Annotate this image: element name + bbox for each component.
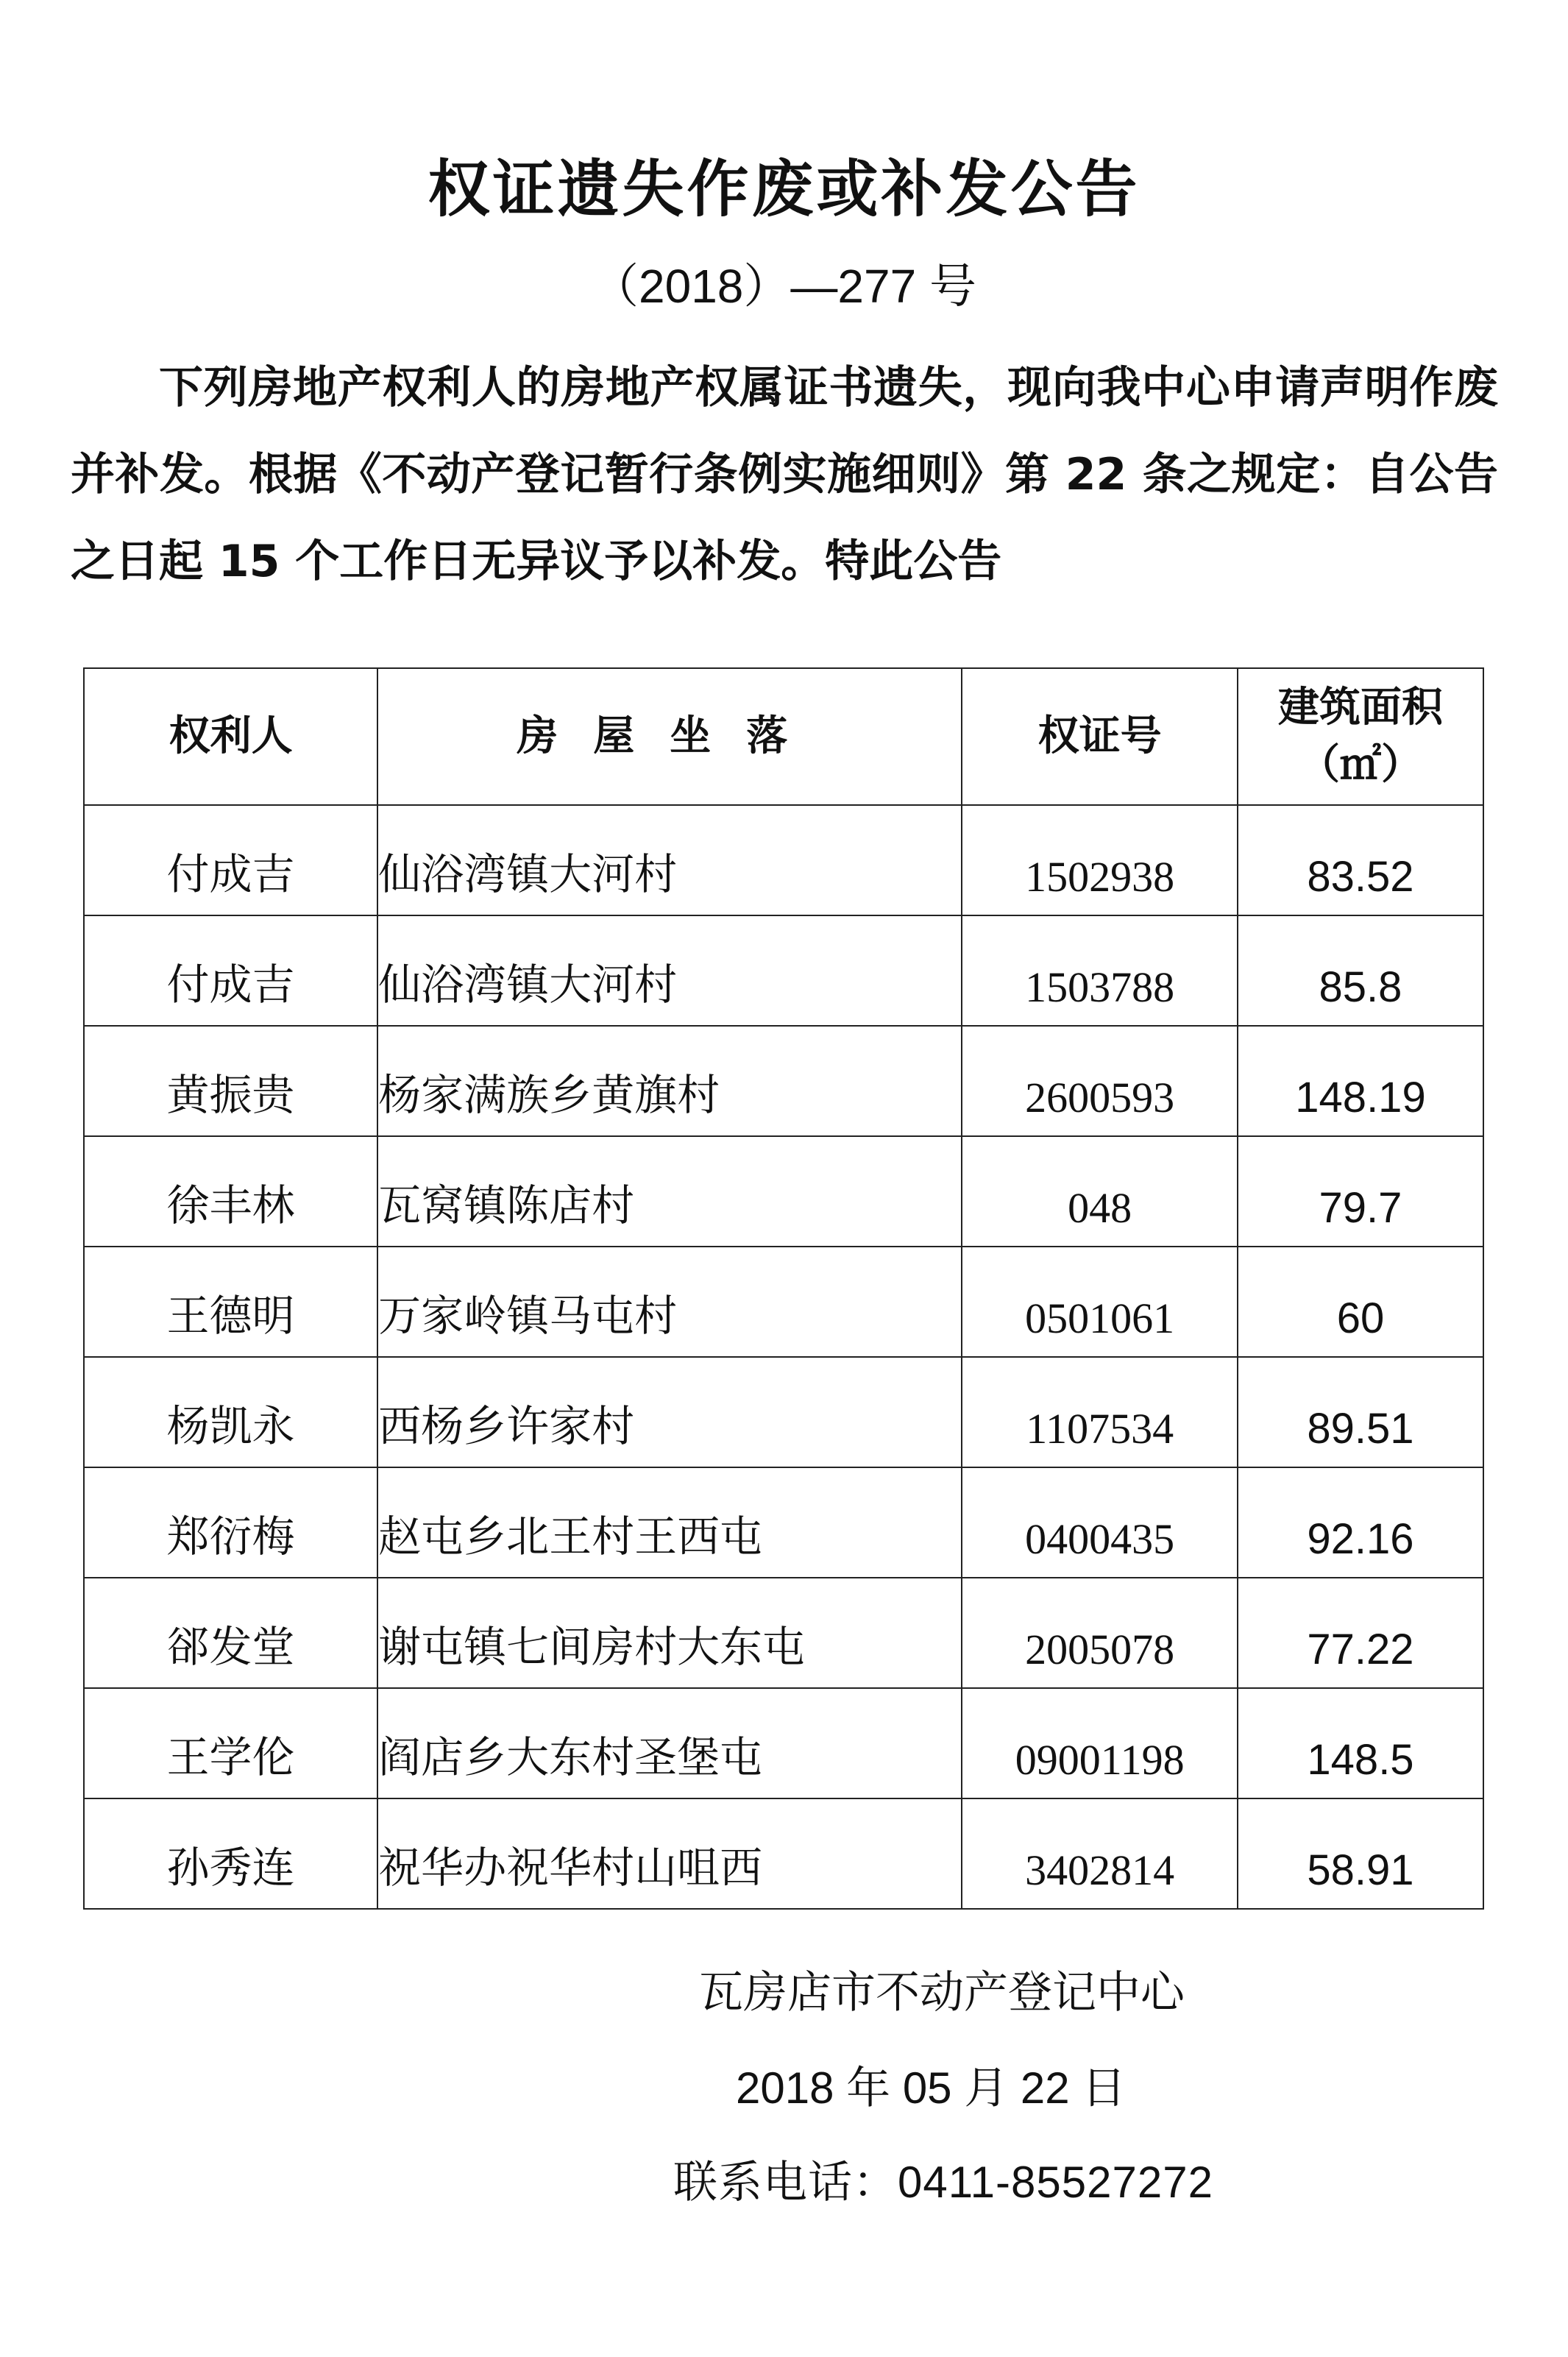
cell-owner: 黄振贵 — [84, 1026, 377, 1136]
document-number: （2018）—277 号 — [592, 260, 976, 313]
issue-date: 2018 年 05 月 22 日 — [736, 2063, 1127, 2113]
cell-location: 祝华办祝华村山咀西 — [377, 1798, 962, 1909]
table-row — [84, 1247, 1483, 1357]
cell-area: 60 — [1238, 1247, 1483, 1357]
records-table — [83, 667, 1484, 1910]
table-row — [84, 1578, 1483, 1688]
header-area-label: 建筑面积 — [1278, 684, 1443, 731]
cell-cert-no: 2600593 — [962, 1026, 1238, 1136]
announcement-body: 下列房地产权利人的房地产权属证书遗失，现向我中心申请声明作废并补发。根据《不动产登记暂行条例实施细则》第 22 条之规定：自公告之日起 15 个工作日无异议予以补发。特此公告 — [71, 362, 1498, 587]
cell-area: 92.16 — [1238, 1467, 1483, 1578]
table-row — [84, 1357, 1483, 1467]
cell-cert-no: 1503788 — [962, 915, 1238, 1026]
cell-cert-no: 0400435 — [962, 1467, 1238, 1578]
cell-location: 杨家满族乡黄旗村 — [377, 1026, 962, 1136]
cell-cert-no: 3402814 — [962, 1798, 1238, 1909]
header-cert-no: 权证号 — [962, 668, 1238, 805]
cell-owner: 杨凯永 — [84, 1357, 377, 1467]
table-row — [84, 1798, 1483, 1909]
cell-location: 谢屯镇七间房村大东屯 — [377, 1578, 962, 1688]
cell-area: 58.91 — [1238, 1798, 1483, 1909]
cell-owner: 王德明 — [84, 1247, 377, 1357]
cell-area: 79.7 — [1238, 1136, 1483, 1247]
cell-owner: 孙秀连 — [84, 1798, 377, 1909]
cell-location: 西杨乡许家村 — [377, 1357, 962, 1467]
cell-cert-no: 1502938 — [962, 805, 1238, 915]
cell-owner: 付成吉 — [84, 805, 377, 915]
cell-location: 仙浴湾镇大河村 — [377, 915, 962, 1026]
cell-cert-no: 048 — [962, 1136, 1238, 1247]
cell-location: 万家岭镇马屯村 — [377, 1247, 962, 1357]
table-row — [84, 1136, 1483, 1247]
table-row — [84, 915, 1483, 1026]
cell-owner: 付成吉 — [84, 915, 377, 1026]
table-row — [84, 805, 1483, 915]
cell-cert-no: 09001198 — [962, 1688, 1238, 1798]
header-area-unit: （㎡） — [1299, 741, 1422, 789]
cell-area: 85.8 — [1238, 915, 1483, 1026]
cell-area: 148.5 — [1238, 1688, 1483, 1798]
header-owner: 权利人 — [84, 668, 377, 805]
header-location: 房屋坐落 — [377, 668, 962, 805]
cell-location: 瓦窝镇陈店村 — [377, 1136, 962, 1247]
cell-location: 仙浴湾镇大河村 — [377, 805, 962, 915]
cell-owner: 郑衍梅 — [84, 1467, 377, 1578]
cell-area: 83.52 — [1238, 805, 1483, 915]
cell-owner: 徐丰林 — [84, 1136, 377, 1247]
cell-location: 阎店乡大东村圣堡屯 — [377, 1688, 962, 1798]
table-header-row — [84, 668, 1483, 805]
table-row — [84, 1688, 1483, 1798]
cell-area: 77.22 — [1238, 1578, 1483, 1688]
cell-location: 赵屯乡北王村王西屯 — [377, 1467, 962, 1578]
cell-cert-no: 0501061 — [962, 1247, 1238, 1357]
cell-cert-no: 2005078 — [962, 1578, 1238, 1688]
table-row — [84, 1026, 1483, 1136]
cell-cert-no: 1107534 — [962, 1357, 1238, 1467]
header-area — [1238, 668, 1483, 805]
page-title: 权证遗失作废或补发公告 — [428, 153, 1140, 225]
contact-phone: 联系电话：0411-85527272 — [673, 2158, 1213, 2207]
cell-owner: 郤发堂 — [84, 1578, 377, 1688]
issuer-name: 瓦房店市不动产登记中心 — [699, 1967, 1185, 2018]
cell-area: 148.19 — [1238, 1026, 1483, 1136]
cell-area: 89.51 — [1238, 1357, 1483, 1467]
table-row — [84, 1467, 1483, 1578]
cell-owner: 王学伦 — [84, 1688, 377, 1798]
